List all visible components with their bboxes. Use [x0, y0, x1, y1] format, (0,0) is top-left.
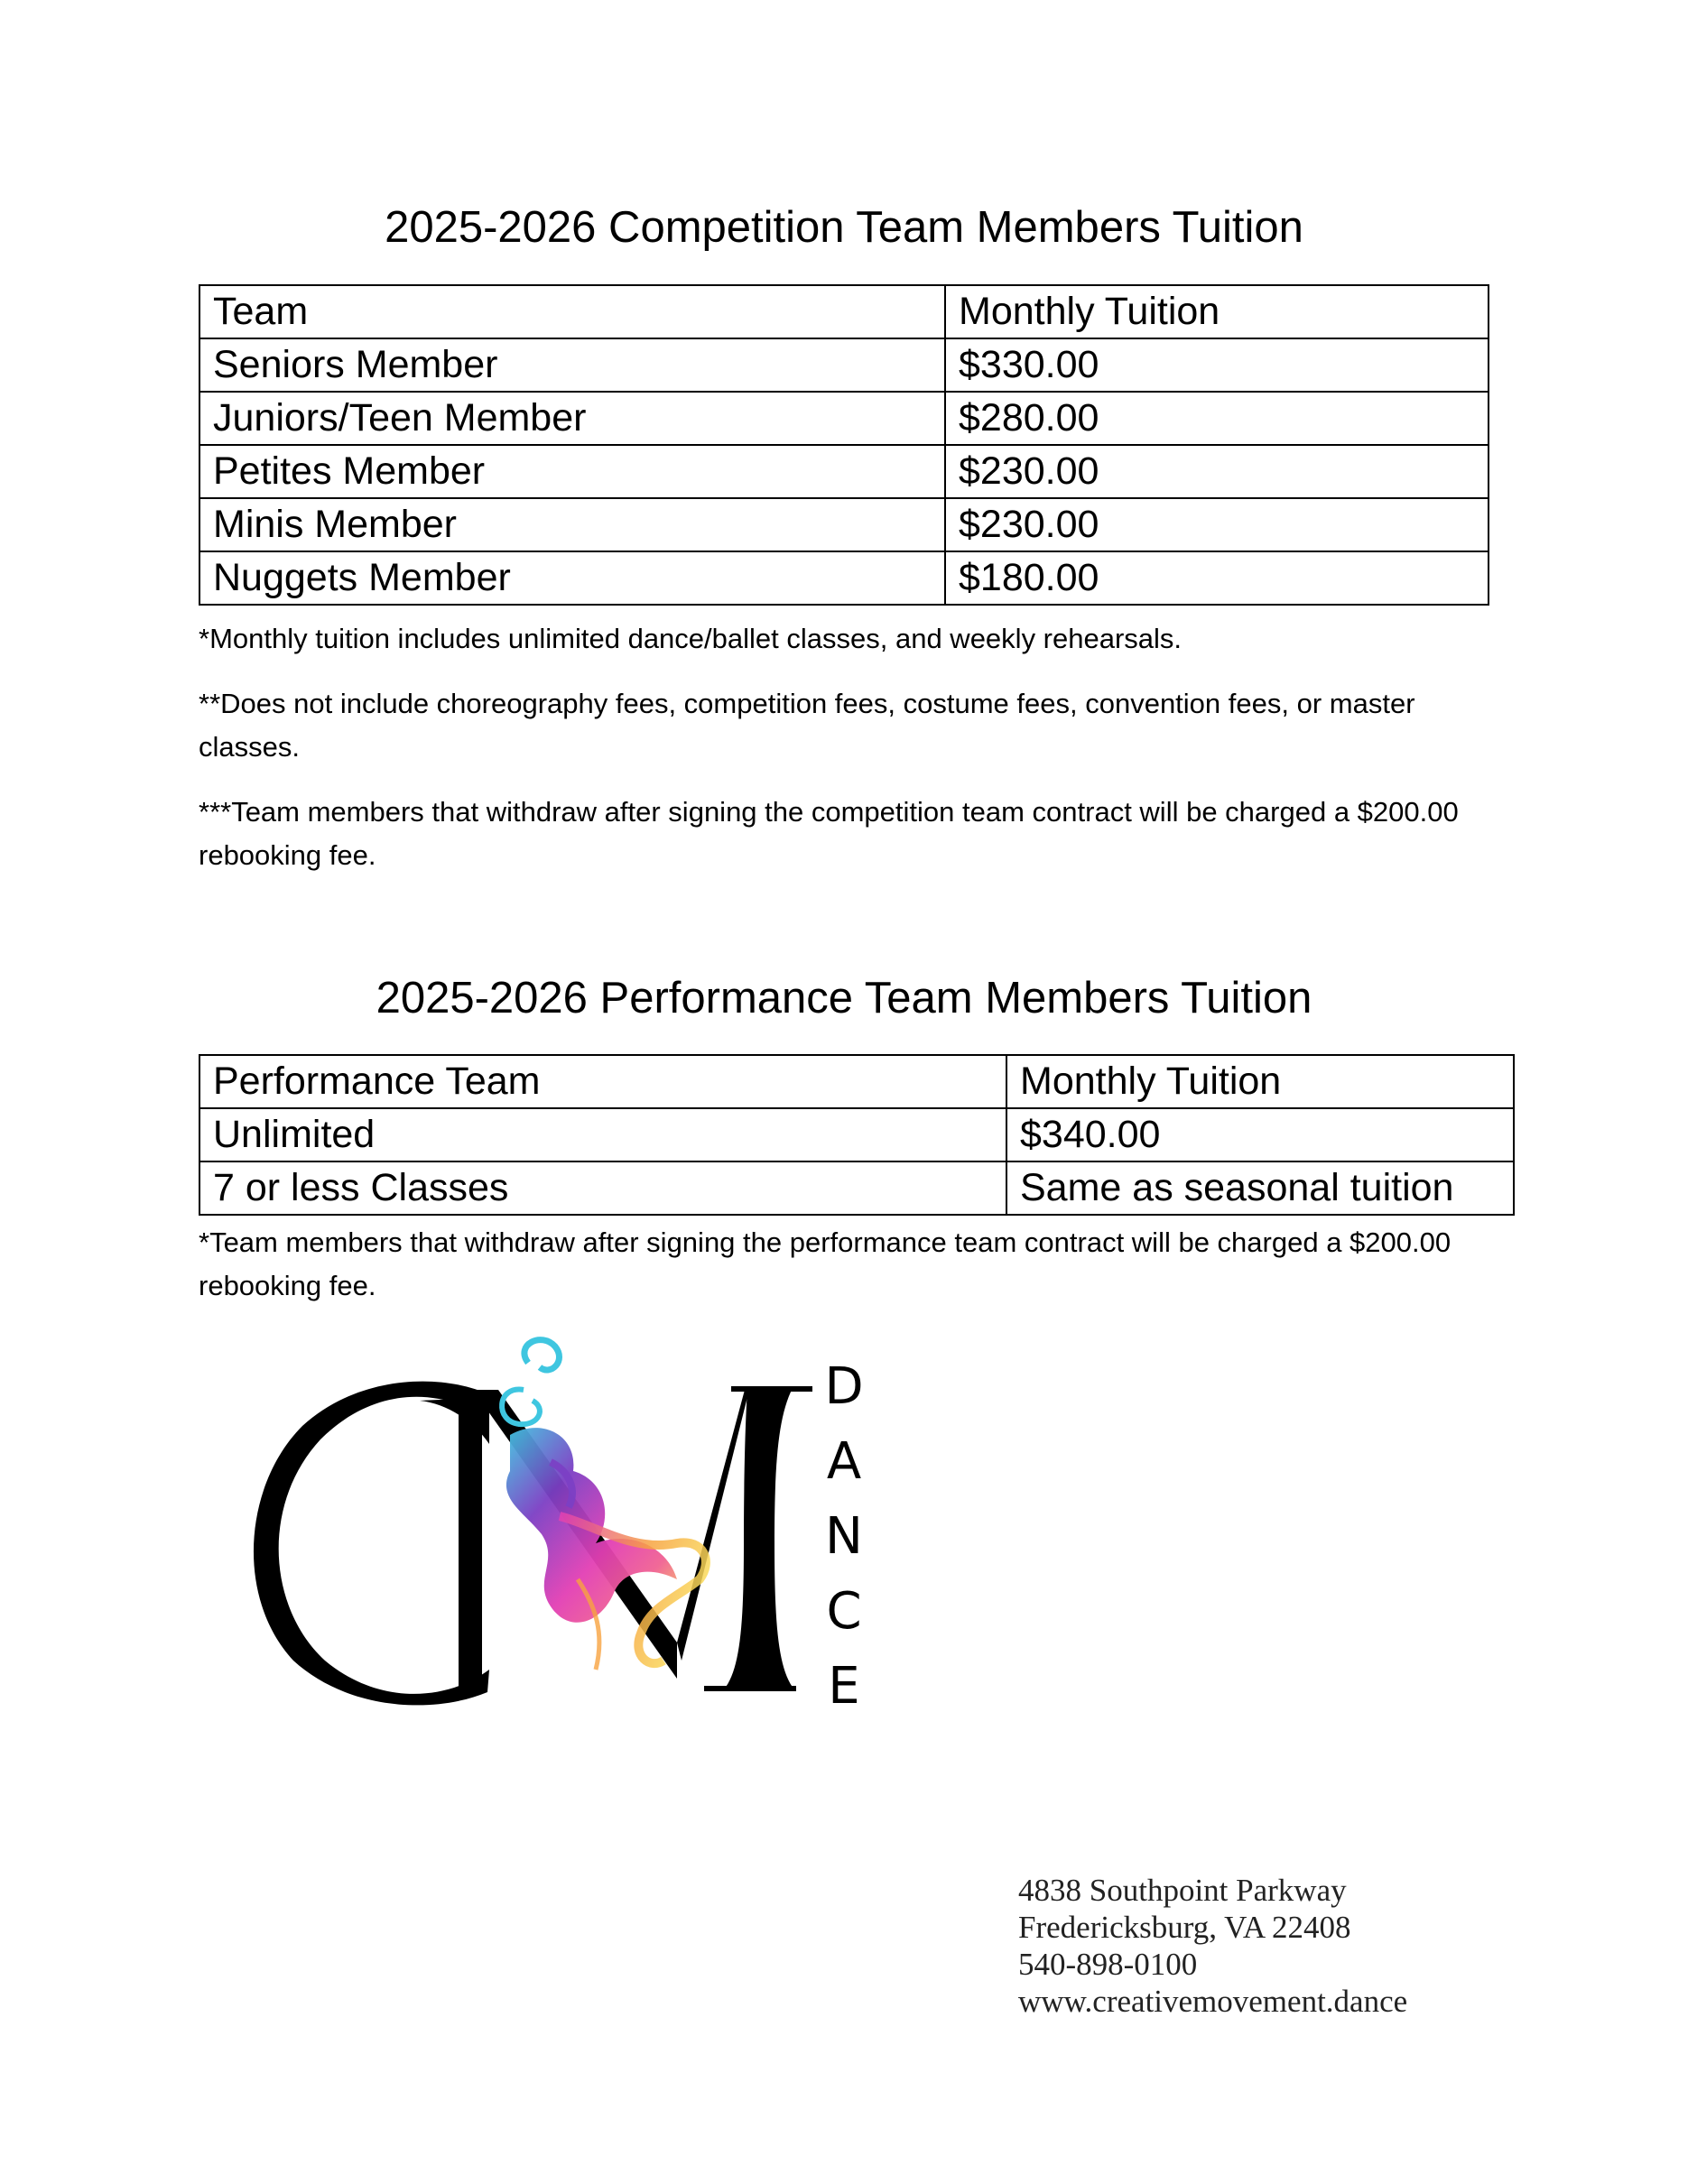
address-city: Fredericksburg, VA 22408 [1018, 1910, 1351, 1945]
letter-m-thin-diagonal [677, 1390, 749, 1661]
dance-letter: C [826, 1582, 862, 1641]
competition-note-excludes: **Does not include choreography fees, competition fees, costume fees, convention fees, or master classes. [199, 688, 1415, 763]
performance-tuition-table [199, 1054, 1515, 1216]
table-row [199, 1161, 1514, 1215]
address-block [1018, 1872, 1407, 2020]
watercolor-swirl [502, 1340, 706, 1670]
column-header-monthly-tuition: Monthly Tuition [945, 285, 1489, 338]
competition-tuition-table [199, 284, 1489, 606]
tuition-cell: $280.00 [945, 392, 1489, 445]
letter-m-left-stem [459, 1390, 482, 1692]
team-name-cell: Juniors/Teen Member [199, 392, 945, 445]
dance-letter: D [824, 1357, 864, 1416]
table-row [199, 1108, 1514, 1161]
tuition-cell: $230.00 [945, 498, 1489, 551]
table-row [199, 338, 1489, 392]
dance-letter: N [825, 1507, 863, 1566]
team-name-cell: Unlimited [199, 1108, 1006, 1161]
tuition-cell: Same as seasonal tuition [1006, 1161, 1514, 1215]
competition-note-includes: *Monthly tuition includes unlimited dance/ballet classes, and weekly rehearsals. [199, 623, 1183, 654]
table-header-row [199, 1055, 1514, 1108]
dance-word [824, 1357, 863, 1715]
team-name-cell: Minis Member [199, 498, 945, 551]
table-row [199, 445, 1489, 498]
letter-c [254, 1382, 489, 1706]
competition-note-withdrawal: ***Team members that withdraw after signing the competition team contract will be charged a $200.00 rebooking fee. [199, 796, 1459, 871]
tuition-cell: $340.00 [1006, 1108, 1514, 1161]
column-header-team: Team [199, 285, 945, 338]
performance-title: 2025-2026 Performance Team Members Tuition [376, 974, 1312, 1023]
table-row [199, 551, 1489, 605]
tuition-cell: $230.00 [945, 445, 1489, 498]
table-row [199, 498, 1489, 551]
column-header-monthly-tuition: Monthly Tuition [1006, 1055, 1514, 1108]
performance-note-withdrawal: *Team members that withdraw after signing the performance team contract will be charged a $200.00 rebooking fee. [199, 1226, 1451, 1301]
dance-letter: A [826, 1432, 862, 1491]
team-name-cell: Petites Member [199, 445, 945, 498]
team-name-cell: Nuggets Member [199, 551, 945, 605]
tuition-cell: $330.00 [945, 338, 1489, 392]
address-phone: 540-898-0100 [1018, 1947, 1198, 1982]
table-header-row [199, 285, 1489, 338]
competition-title: 2025-2026 Competition Team Members Tuition [385, 203, 1303, 252]
address-street: 4838 Southpoint Parkway [1018, 1873, 1347, 1908]
dance-letter: E [828, 1657, 860, 1715]
team-name-cell: 7 or less Classes [199, 1161, 1006, 1215]
address-website: www.creativemovement.dance [1018, 1984, 1408, 2019]
team-name-cell: Seniors Member [199, 338, 945, 392]
table-row [199, 392, 1489, 445]
cm-dance-logo [253, 1336, 903, 1715]
tuition-cell: $180.00 [945, 551, 1489, 605]
column-header-performance-team: Performance Team [199, 1055, 1006, 1108]
